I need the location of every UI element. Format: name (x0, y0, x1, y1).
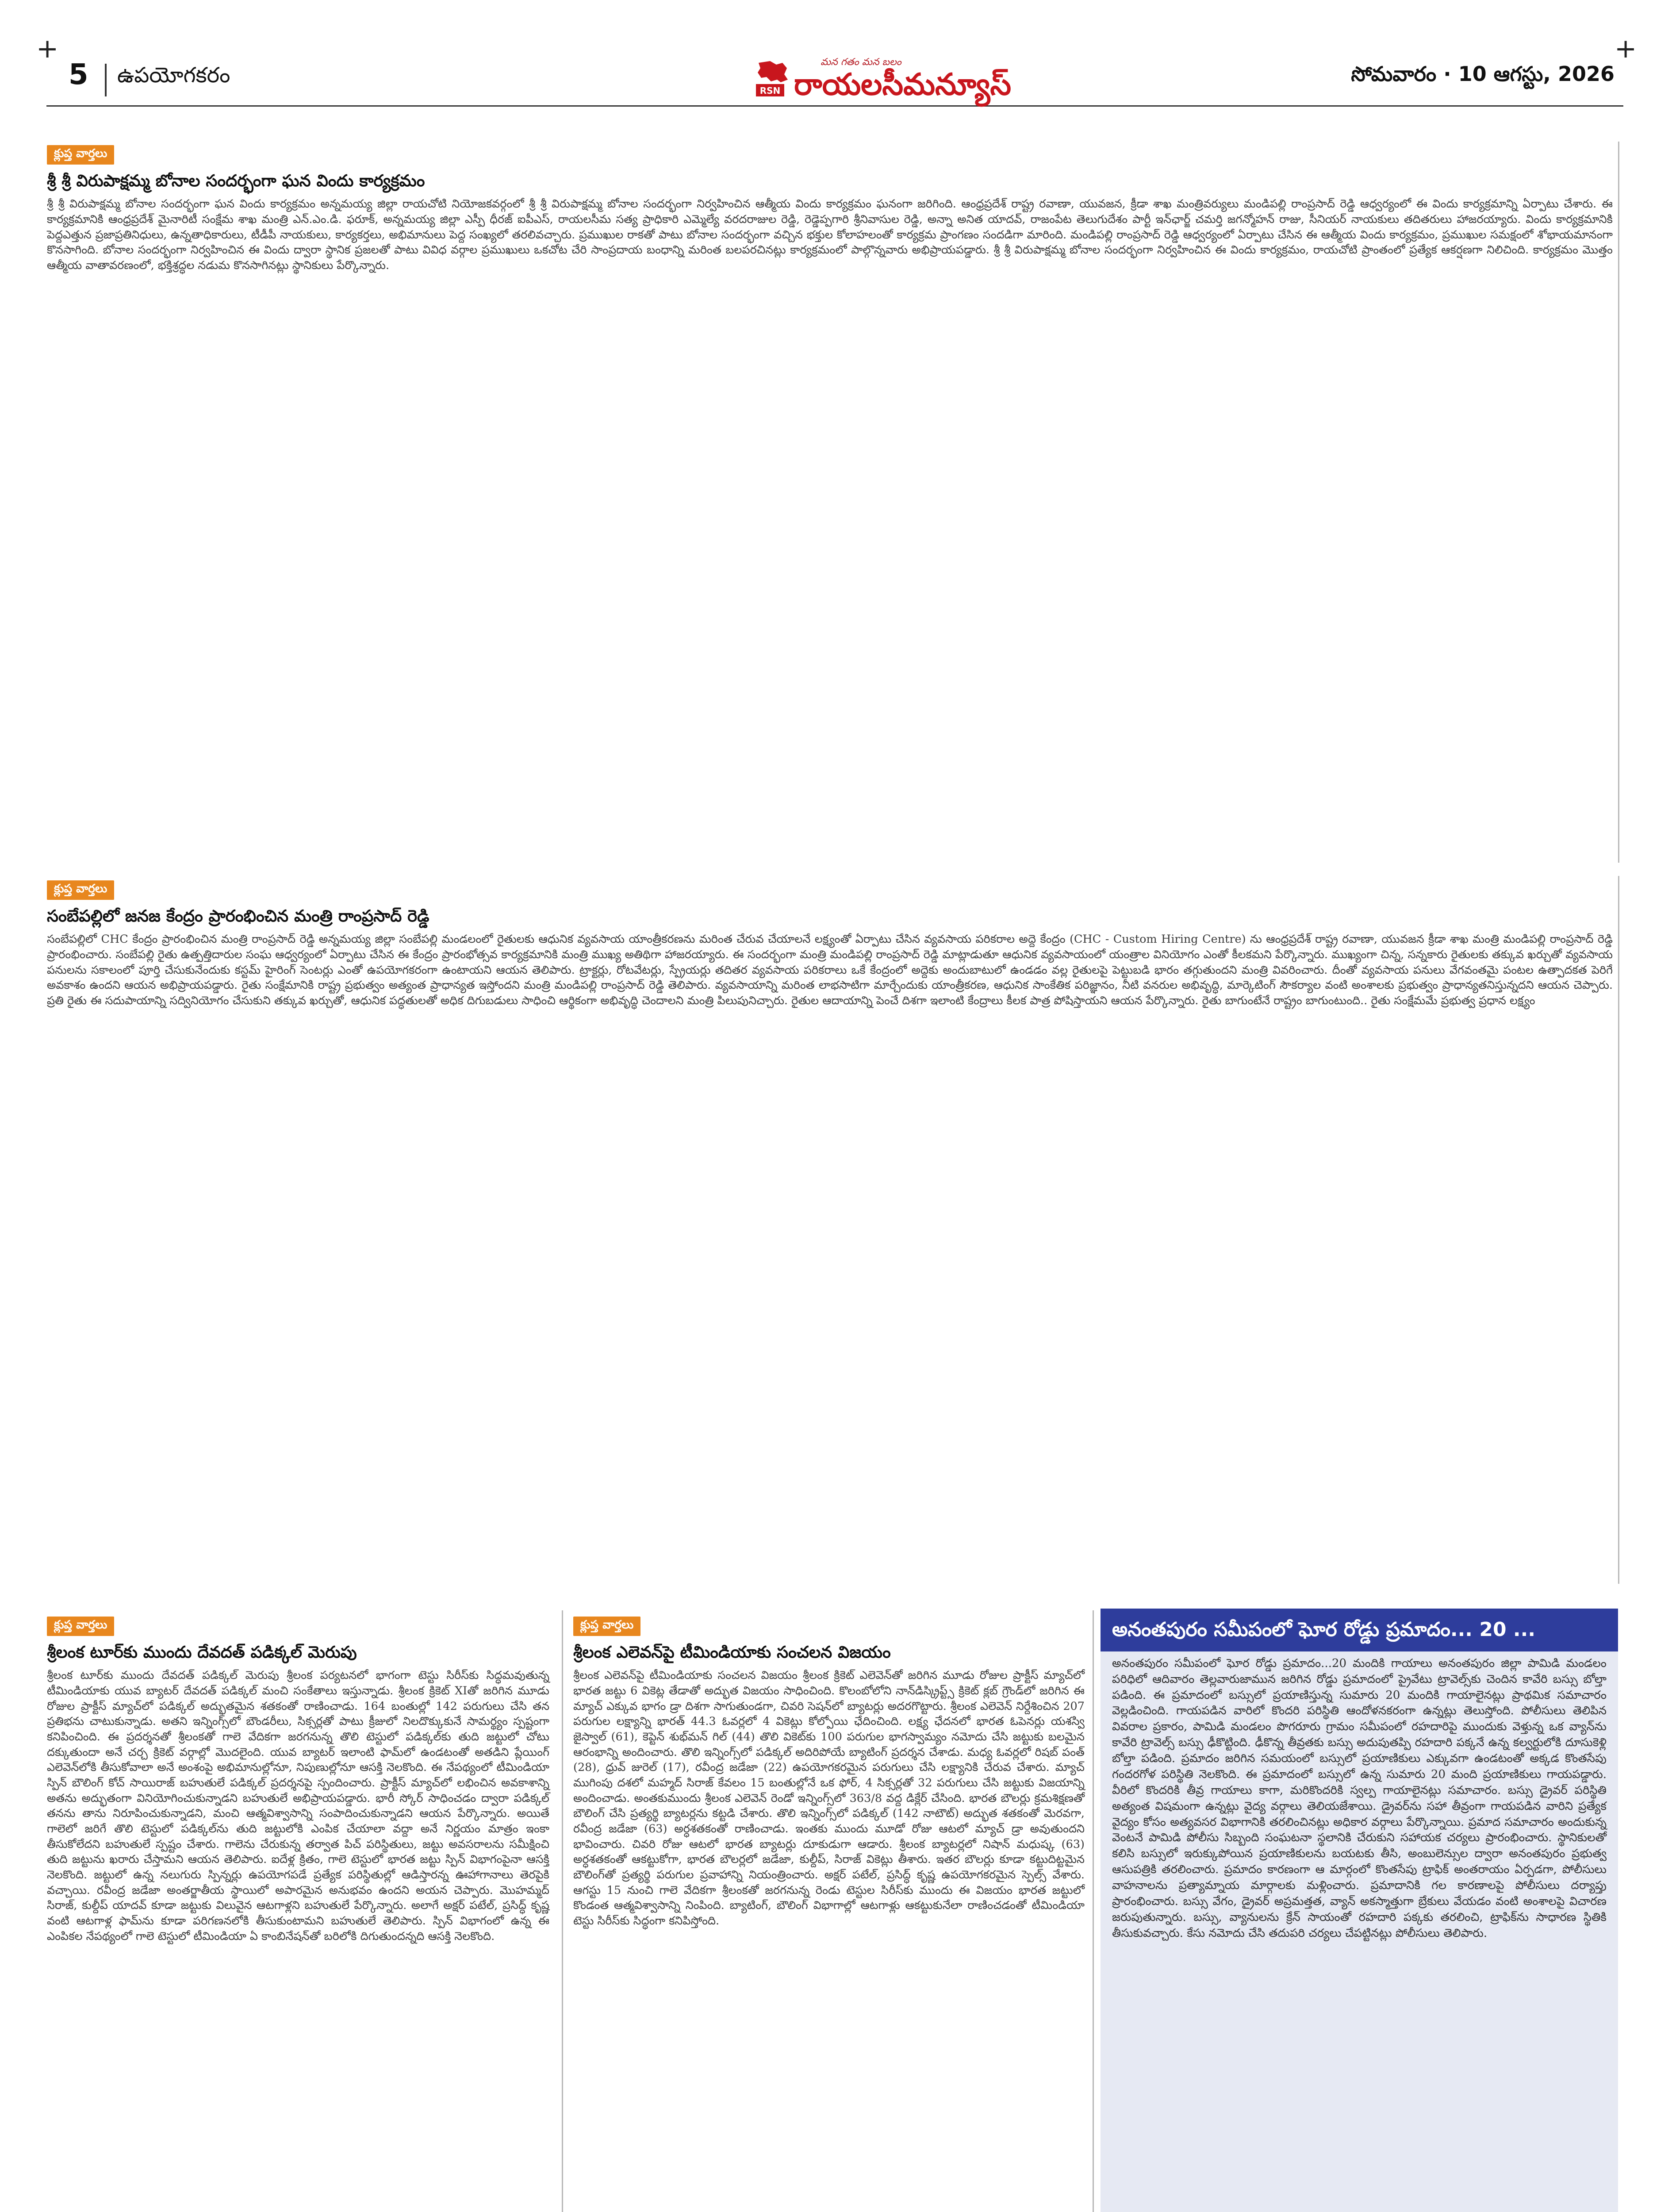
section-title: ఉపయోగకరం (117, 63, 230, 88)
crop-mark-top-right: + (1614, 33, 1637, 64)
story-body: శ్రీ శ్రీ విరుపాక్షమ్మ బోనాల సందర్భంగా ఘన విందు కార్యక్రమం అన్నమయ్య జిల్లా రాయచోటి నియోజకవర్గంలో శ్రీ శ్రీ విరుపాక్షమ్మ బోనాల సందర్భంగా నిర్వహించిన ఆత్మీయ విందు కార్యక్రమం ఘనంగా జరిగింది. ఆంధ్రప్రదేశ్ రాష్ట్ర రవాణా, యువజన, క్రీడా శాఖ మంత్రివర్యులు మండిపల్లి రాంప్రసాద్ రెడ్డి ఆధ్వర్యంలో ఈ విందు కార్యక్రమాన్ని ఏర్పాటు చేశారు. ఈ కార్యక్రమానికి ఆంధ్రప్రదేశ్ మైనారిటీ సంక్షేమ శాఖ మంత్రి ఎన్.ఎం.డి. ఫరూక్, అన్నమయ్య జిల్లా ఎస్పీ ధీరజ్ ఐపీఎస్, రాయలసీమ సత్య ప్రాధికారి ఎమ్మెల్యే వరదరాజుల రెడ్డి, రెడ్డెప్పగారి శ్రీనివాసుల రెడ్డి, అన్నా అనిత యాదవ్, రాజంపేట తెలుగుదేశం పార్టీ ఇన్‌ఛార్జ్ చమర్తి జగన్మోహన్ రాజు, సీనియర్ నాయకులు తదితరులు హాజరయ్యారు. విందు కార్యక్రమానికి పెద్దఎత్తున ప్రజాప్రతినిధులు, ఉన్నతాధికారులు, టీడీపీ నాయకులు, కార్యకర్తలు, అభిమానులు పెద్ద సంఖ్యలో తరలివచ్చారు. ప్రముఖుల రాకతో పాటు బోనాల సందర్భంగా వచ్చిన భక్తుల కోలాహలంతో కార్యక్రమ ప్రాంగణం సందడిగా మారింది. మండిపల్లి రాంప్రసాద్ రెడ్డి ఆధ్వర్యంలో ఏర్పాటు చేసిన ఈ ఆత్మీయ విందు కార్యక్రమం, ప్రముఖుల సమక్షంలో శోభాయమానంగా కొనసాగింది. బోనాల సందర్భంగా నిర్వహించిన ఈ విందు ద్వారా స్థానిక ప్రజలతో పాటు వివిధ వర్గాల ప్రముఖులు ఒకచోట చేరి సాంప్రదాయ బంధాన్ని మరింత బలపరచినట్లు కార్యక్రమంలో పాల్గొన్నవారు అభిప్రాయపడ్డారు. శ్రీ శ్రీ విరుపాక్షమ్మ బోనాల సందర్భంగా నిర్వహించిన ఈ విందు కార్యక్రమం, రాయచోటి ప్రాంతంలో ప్రత్యేక ఆకర్షణగా నిలిచింది. కార్యక్రమం మొత్తం ఆత్మీయ వాతావరణంలో, భక్తిశ్రద్ధల నడుమ కొనసాగినట్లు స్థానికులు పేర్కొన్నారు. (47, 197, 1613, 272)
feature-body: అనంతపురం సమీపంలో ఘోర రోడ్డు ప్రమాదం...20 మందికి గాయాలు అనంతపురం జిల్లా పామిడి మండలం పరిధిలో ఆదివారం తెల్లవారుజామున జరిగిన రోడ్డు ప్రమాదంలో ప్రైవేటు ట్రావెల్స్‌కు చెందిన కావేరి బస్సు బోల్తా పడింది. ఈ ప్రమాదంలో బస్సులో ప్రయాణిస్తున్న సుమారు 20 మందికి గాయాలైనట్లు ప్రాథమిక సమాచారం వెల్లడించింది. గాయపడిన వారిలో కొందరి పరిస్థితి ఆందోళనకరంగా ఉన్నట్లు తెలుస్తోంది. పోలీసులు తెలిపిన వివరాల ప్రకారం, పామిడి మండలం పొగరూరు గ్రామం సమీపంలో రహదారిపై ముందుకు వెళ్తున్న ఒక వ్యాన్‌ను కావేరి ట్రావెల్స్ బస్సు ఢీకొట్టింది. ఢీకొన్న తీవ్రతకు బస్సు అదుపుతప్పి రహదారి పక్కనే ఉన్న కల్వర్టులోకి దూసుకెళ్లి బోల్తా పడింది. ప్రమాదం జరిగిన సమయంలో బస్సులో ప్రయాణికులు ఎక్కువగా ఉండటంతో అక్కడ కొంతసేపు గందరగోళ పరిస్థితి నెలకొంది. ఈ ప్రమాదంలో బస్సులో ఉన్న సుమారు 20 మంది ప్రయాణికులు గాయపడ్డారు. వీరిలో కొందరికి తీవ్ర గాయాలు కాగా, మరికొందరికి స్వల్ప గాయాలైనట్లు సమాచారం. బస్సు డ్రైవర్ పరిస్థితి అత్యంత విషమంగా ఉన్నట్లు వైద్య వర్గాలు తెలియజేశాయి. డ్రైవర్‌ను సహా తీవ్రంగా గాయపడిన వారిని ప్రత్యేక వైద్యం కోసం అత్యవసర విభాగానికి తరలించినట్లు అధికార వర్గాలు పేర్కొన్నాయి. ప్రమాద సమాచారం అందుకున్న వెంటనే పామిడి పోలీసు సిబ్బంది సంఘటనా స్థలానికి చేరుకుని సహాయక చర్యలు ప్రారంభించారు. స్థానికులతో కలిసి బస్సులో ఇరుక్కుపోయిన ప్రయాణికులను బయటకు తీసి, అంబులెన్సుల ద్వారా అనంతపురం ప్రభుత్వ ఆసుపత్రికి తరలించారు. ప్రమాదం కారణంగా ఆ మార్గంలో కొంతసేపు ట్రాఫిక్ అంతరాయం ఏర్పడగా, పోలీసులు వాహనాలను ప్రత్యామ్నాయ మార్గాలకు మళ్లించారు. ప్రమాదానికి గల కారణాలపై పోలీసులు దర్యాప్తు ప్రారంభించారు. బస్సు వేగం, డ్రైవర్ అప్రమత్తత, వ్యాన్ అకస్మాత్తుగా బ్రేకులు వేయడం వంటి అంశాలపై విచారణ జరుపుతున్నారు. బస్సు, వ్యానులను క్రేన్ సాయంతో రహదారి పక్కకు తరలించి, ట్రాఫిక్‌ను సాధారణ స్థితికి తీసుకువచ్చారు. కేసు నమోదు చేసి తదుపరి చర్యలు చేపట్టినట్లు పోలీసులు తెలిపారు. (1112, 1656, 1607, 1940)
story-body: శ్రీలంక టూర్‌కు ముందు దేవదత్ పడిక్కల్ మెరుపు శ్రీలంక పర్యటనలో భాగంగా టెస్టు సిరీస్‌కు సిద్ధమవుతున్న టీమిండియాకు యువ బ్యాటర్ దేవదత్ పడిక్కల్ మంచి సంకేతాలు ఇస్తున్నాడు. శ్రీలంక క్రికెట్ XIతో జరిగిన మూడు రోజుల ప్రాక్టీస్ మ్యాచ్‌లో పడిక్కల్ అద్భుతమైన శతకంతో రాణించాడు. 164 బంతుల్లో 142 పరుగులు చేసి తన ప్రతిభను చాటుకున్నాడు. అతని ఇన్నింగ్స్‌లో బౌండరీలు, సిక్సర్లతో పాటు క్రీజులో నిలదొక్కుకునే సామర్థ్యం స్పష్టంగా కనిపించింది. ఈ ప్రదర్శనతో శ్రీలంకతో గాలె వేదికగా జరగనున్న తొలి టెస్టులో పడిక్కల్‌కు తుది జట్టులో చోటు దక్కుతుందా అనే చర్చ క్రికెట్ వర్గాల్లో మొదలైంది. యువ బ్యాటర్ ఇలాంటి ఫామ్‌లో ఉండటంతో అతడిని ప్లేయింగ్ ఎలెవెన్‌లోకి తీసుకోవాలా అనే అంశంపై అభిమానుల్లోనూ, నిపుణుల్లోనూ ఆసక్తి నెలకొంది. ఈ నేపథ్యంలో టీమిండియా స్పిన్ బౌలింగ్ కోచ్ సాయిరాజ్ బహుతులే పడిక్కల్ ప్రదర్శనపై స్పందించారు. ప్రాక్టీస్ మ్యాచ్‌లో లభించిన అవకాశాన్ని అతను అద్భుతంగా వినియోగించుకున్నాడని బహుతులే అభిప్రాయపడ్డారు. భారీ స్కోర్ సాధించడం ద్వారా పడిక్కల్ తనను తాను నిరూపించుకున్నాడని, మంచి ఆత్మవిశ్వాసాన్ని సంపాదించుకున్నాడని ఆయన పేర్కొన్నారు. అయితే గాలెలో జరిగే తొలి టెస్టులో పడిక్కల్‌ను తుది జట్టులోకి ఎంపిక చేయాలా వద్దా అనే నిర్ణయం మాత్రం ఇంకా తీసుకోలేదని బహుతులే స్పష్టం చేశారు. గాలెను చేరుకున్న తర్వాత పిచ్ పరిస్థితులు, జట్టు అవసరాలను సమీక్షించి తుది జట్టును ఖరారు చేస్తామని ఆయన తెలిపారు. ఐదేళ్ల క్రితం, గాలె టెస్టులో భారత జట్టు స్పిన్ విభాగంపైనా ఆసక్తి నెలకొంది. జట్టులో ఉన్న నలుగురు స్పిన్నర్లు ఉపయోగపడే ప్రత్యేక పరిస్థితుల్లో ఆడిస్తారన్న ఊహాగానాలు తెరపైకి వచ్చాయి. రవీంద్ర జడేజా అంతర్జాతీయ స్థాయిలో అపారమైన అనుభవం ఉందని అయన చెప్పారు. మొహమ్మద్ సిరాజ్, కుల్దీప్ యాదవ్ కూడా జట్టుకు విలువైన ఆటగాళ్లని బహుతులే పేర్కొన్నారు. అలాగే అక్షర్ పటేల్, ప్రసిద్ధ్ కృష్ణ వంటి ఆటగాళ్ల ఫామ్‌ను కూడా పరిగణనలోకి తీసుకుంటామని బహుతులే తెలిపారు. స్పిన్ విభాగంలో ఉన్న ఈ ఎంపికల నేపథ్యంలో గాలె టెస్టులో టీమిండియా ఏ కాంబినేషన్‌తో బరిలోకి దిగుతుందన్నది ఆసక్తి నెలకొంది. (47, 1669, 549, 1943)
story-headline: సంబేపల్లిలో జనజ కేంద్రం ప్రారంభించిన మంత్రి రాంప్రసాద్ రెడ్డి (47, 906, 430, 926)
column-rule (562, 1610, 563, 2212)
page-number: 5 (69, 58, 88, 91)
header-divider (105, 64, 107, 96)
story-body: శ్రీలంక ఎలెవన్‌పై టీమిండియాకు సంచలన విజయం శ్రీలంక క్రికెట్ ఎలెవెన్‌తో జరిగిన మూడు రోజుల ప్రాక్టీస్ మ్యాచ్‌లో భారత జట్టు 6 వికెట్ల తేడాతో అద్భుత విజయం సాధించింది. కొలంబోలోని నాన్‌డిస్క్రిప్ట్స్ క్రికెట్ క్లబ్ గ్రౌండ్‌లో జరిగిన ఈ మ్యాచ్ ఎక్కువ భాగం డ్రా దిశగా సాగుతుండగా, చివరి సెషన్‌లో బ్యాటర్లు అదరగొట్టారు. శ్రీలంక ఎలెవెన్ నిర్దేశించిన 207 పరుగుల లక్ష్యాన్ని భారత్ 44.3 ఓవర్లలో 4 వికెట్లు కోల్పోయి ఛేదించింది. లక్ష్య ఛేదనలో భారత ఓపెనర్లు యశస్వి జైస్వాల్ (61), కెప్టెన్ శుభ్‌మన్ గిల్ (44) తొలి వికెట్‌కు 100 పరుగుల భాగస్వామ్యం నమోదు చేసి జట్టుకు బలమైన ఆరంభాన్ని అందించారు. తొలి ఇన్నింగ్స్‌లో పడిక్కల్ అదిరిపోయే బ్యాటింగ్ ప్రదర్శన చేశాడు. మధ్య ఓవర్లలో రిషబ్ పంత్ (28), ధ్రువ్ జురెల్ (17), రవీంద్ర జడేజా (22) ఉపయోగకరమైన పరుగులు చేసి లక్ష్యానికి చేరువ చేశారు. మ్యాచ్ ముగింపు దశలో మహ్మద్ సిరాజ్ కేవలం 15 బంతుల్లోనే ఒక ఫోర్, 4 సిక్సర్లతో 32 పరుగులు చేసి జట్టుకు విజయాన్ని అందించాడు. అంతకుముందు శ్రీలంక ఎలెవెన్ రెండో ఇన్నింగ్స్‌లో 363/8 వద్ద డిక్లేర్ చేసింది. భారత బౌలర్లు క్రమశిక్షణతో బౌలింగ్ చేసి ప్రత్యర్థి బ్యాటర్లను కట్టడి చేశారు. తొలి ఇన్నింగ్స్‌లో పడిక్కల్ (142 నాటౌట్) అద్భుత శతకంతో మెరవగా, రవీంద్ర జడేజా (63) అర్ధశతకంతో రాణించాడు. ఇంతకు ముందు మూడో రోజు ఆటలో మ్యాచ్ డ్రా అవుతుందని భావించారు. చివరి రోజు ఆటలో భారత బ్యాటర్లు దూకుడుగా ఆడారు. శ్రీలంక బ్యాటర్లలో నిషాన్ మధుష్క (63) అర్ధశతకంతో ఆకట్టుకోగా, భారత బౌలర్లలో జడేజా, కుల్దీప్, సిరాజ్ వికెట్లు తీశారు. ఇతర బౌలర్లు కూడా కట్టుదిట్టమైన బౌలింగ్‌తో ప్రత్యర్థి పరుగుల ప్రవాహాన్ని నియంత్రించారు. అక్షర్ పటేల్, ప్రసిద్ధ్ కృష్ణ ఉపయోగకరమైన స్పెల్స్ వేశారు. ఆగస్టు 15 నుంచి గాలె వేదికగా శ్రీలంకతో జరగనున్న రెండు టెస్టుల సిరీస్‌కు ముందు ఈ విజయం భారత జట్టులో కొండంత ఆత్మవిశ్వాసాన్ని నింపింది. బ్యాటింగ్, బౌలింగ్ విభాగాల్లో ఆటగాళ్లు ఆకట్టుకునేలా రాణించడంతో టీమిండియా టెస్టు సిరీస్‌కు సిద్ధంగా కనిపిస్తోంది. (573, 1669, 1085, 1928)
column-rule (1618, 142, 1619, 863)
newspaper-logo (710, 57, 1020, 101)
story-headline: శ్రీలంక ఎలెవన్‌పై టీమిండియాకు సంచలన విజయం (573, 1643, 891, 1662)
feature-headline: అనంతపురం సమీపంలో ఘోర రోడ్డు ప్రమాదం... 20 ... (1101, 1609, 1618, 1651)
logo-map-icon (750, 59, 798, 98)
story-headline: శ్రీ శ్రీ విరుపాక్షమ్మ బోనాల సందర్భంగా ఘన విందు కార్యక్రమం (47, 171, 425, 190)
column-rule (1093, 1610, 1094, 2212)
story-chc-centre (47, 880, 1613, 1009)
story-kicker: క్లుప్త వార్తలు (47, 145, 114, 165)
story-kicker: క్లుప్త వార్తలు (573, 1617, 640, 1636)
crop-mark-top-left: + (36, 33, 59, 64)
issue-date: సోమవారం · 10 ఆగస్టు, 2026 (1351, 62, 1614, 86)
story-virupakshamma (47, 145, 1613, 273)
logo-tagline: మన గతం మన బలం (821, 57, 901, 68)
logo-abbr: RSN (759, 85, 781, 96)
story-body: సంబేపల్లిలో CHC కేంద్రం ప్రారంభించిన మంత్రి రాంప్రసాద్ రెడ్డి అన్నమయ్య జిల్లా సంబేపల్లి మండలంలో రైతులకు ఆధునిక వ్యవసాయ యాంత్రీకరణను మరింత చేరువ చేయాలనే లక్ష్యంతో ఏర్పాటు చేసిన వ్యవసాయ పరికరాల అద్దె కేంద్రం (CHC - Custom Hiring Centre) ను ఆంధ్రప్రదేశ్ రాష్ట్ర రవాణా, యువజన క్రీడా శాఖ మంత్రి మండిపల్లి రాంప్రసాద్ రెడ్డి ప్రారంభించారు. సంబేపల్లి రైతు ఉత్పత్తిదారుల సంఘ ఆధ్వర్యంలో ఏర్పాటు చేసిన ఈ కేంద్రం ప్రారంభోత్సవ కార్యక్రమానికి మంత్రి ముఖ్య అతిథిగా హాజరయ్యారు. ఈ సందర్భంగా మంత్రి మండిపల్లి రాంప్రసాద్ రెడ్డి మాట్లాడుతూ ఆధునిక వ్యవసాయంలో యంత్రాల వినియోగం ఎంతో కీలకమని పేర్కొన్నారు. ముఖ్యంగా చిన్న, సన్నకారు రైతులకు తక్కువ ఖర్చుతో వ్యవసాయ పనులను సకాలంలో పూర్తి చేసుకునేందుకు కస్టమ్ హైరింగ్ సెంటర్లు ఎంతో ఉపయోగకరంగా ఉంటాయని ఆయన తెలిపారు. ట్రాక్టర్లు, రోటవేటర్లు, స్ప్రేయర్లు తదితర వ్యవసాయ పరికరాలు ఒకే కేంద్రంలో అద్దెకు అందుబాటులో ఉండడం వల్ల రైతులపై పెట్టుబడి భారం తగ్గుతుందని మంత్రి వివరించారు. దీంతో వ్యవసాయ పనులు వేగవంతమై పంటల ఉత్పాదకత పెరిగే అవకాశం ఉందని ఆయన అభిప్రాయపడ్డారు. రైతు సంక్షేమానికి రాష్ట్ర ప్రభుత్వం అత్యంత ప్రాధాన్యత ఇస్తోందని మంత్రి మండిపల్లి రాంప్రసాద్ రెడ్డి తెలిపారు. వ్యవసాయాన్ని మరింత లాభసాటిగా మార్చేందుకు యాంత్రీకరణ, ఆధునిక సాంకేతిక పరిజ్ఞానం, నీటి వనరుల అభివృద్ధి, మార్కెటింగ్ సౌకర్యాల వంటి అంశాలకు ప్రభుత్వం ప్రాధాన్యతనిస్తున్నదని ఆయన చెప్పారు. ప్రతి రైతు ఈ సదుపాయాన్ని సద్వినియోగం చేసుకుని తక్కువ ఖర్చుతో, ఆధునిక పద్ధతులతో అధిక దిగుబడులు సాధించి ఆర్థికంగా అభివృద్ధి చెందాలని మంత్రి పిలుపునిచ్చారు. రైతుల ఆదాయాన్ని పెంచే దిశగా ఇలాంటి కేంద్రాలు కీలక పాత్ర పోషిస్తాయని ఆయన పేర్కొన్నారు. రైతు బాగుంటేనే రాష్ట్రం బాగుంటుంది.. రైతు సంక్షేమమే ప్రభుత్వ ప్రధాన లక్ష్యం (47, 933, 1613, 1007)
logo-name: రాయలసీమన్యూస్ (794, 67, 1012, 102)
story-kicker: క్లుప్త వార్తలు (47, 880, 114, 900)
page-header (46, 57, 1623, 107)
story-kicker: క్లుప్త వార్తలు (47, 1617, 114, 1636)
story-headline: శ్రీలంక టూర్‌కు ముందు దేవదత్ పడిక్కల్ మెరుపు (47, 1643, 357, 1662)
story-sl-eleven (573, 1617, 1085, 1929)
feature-box (1101, 1609, 1618, 2212)
column-rule (1618, 876, 1619, 1584)
story-padikkal (47, 1617, 549, 1944)
